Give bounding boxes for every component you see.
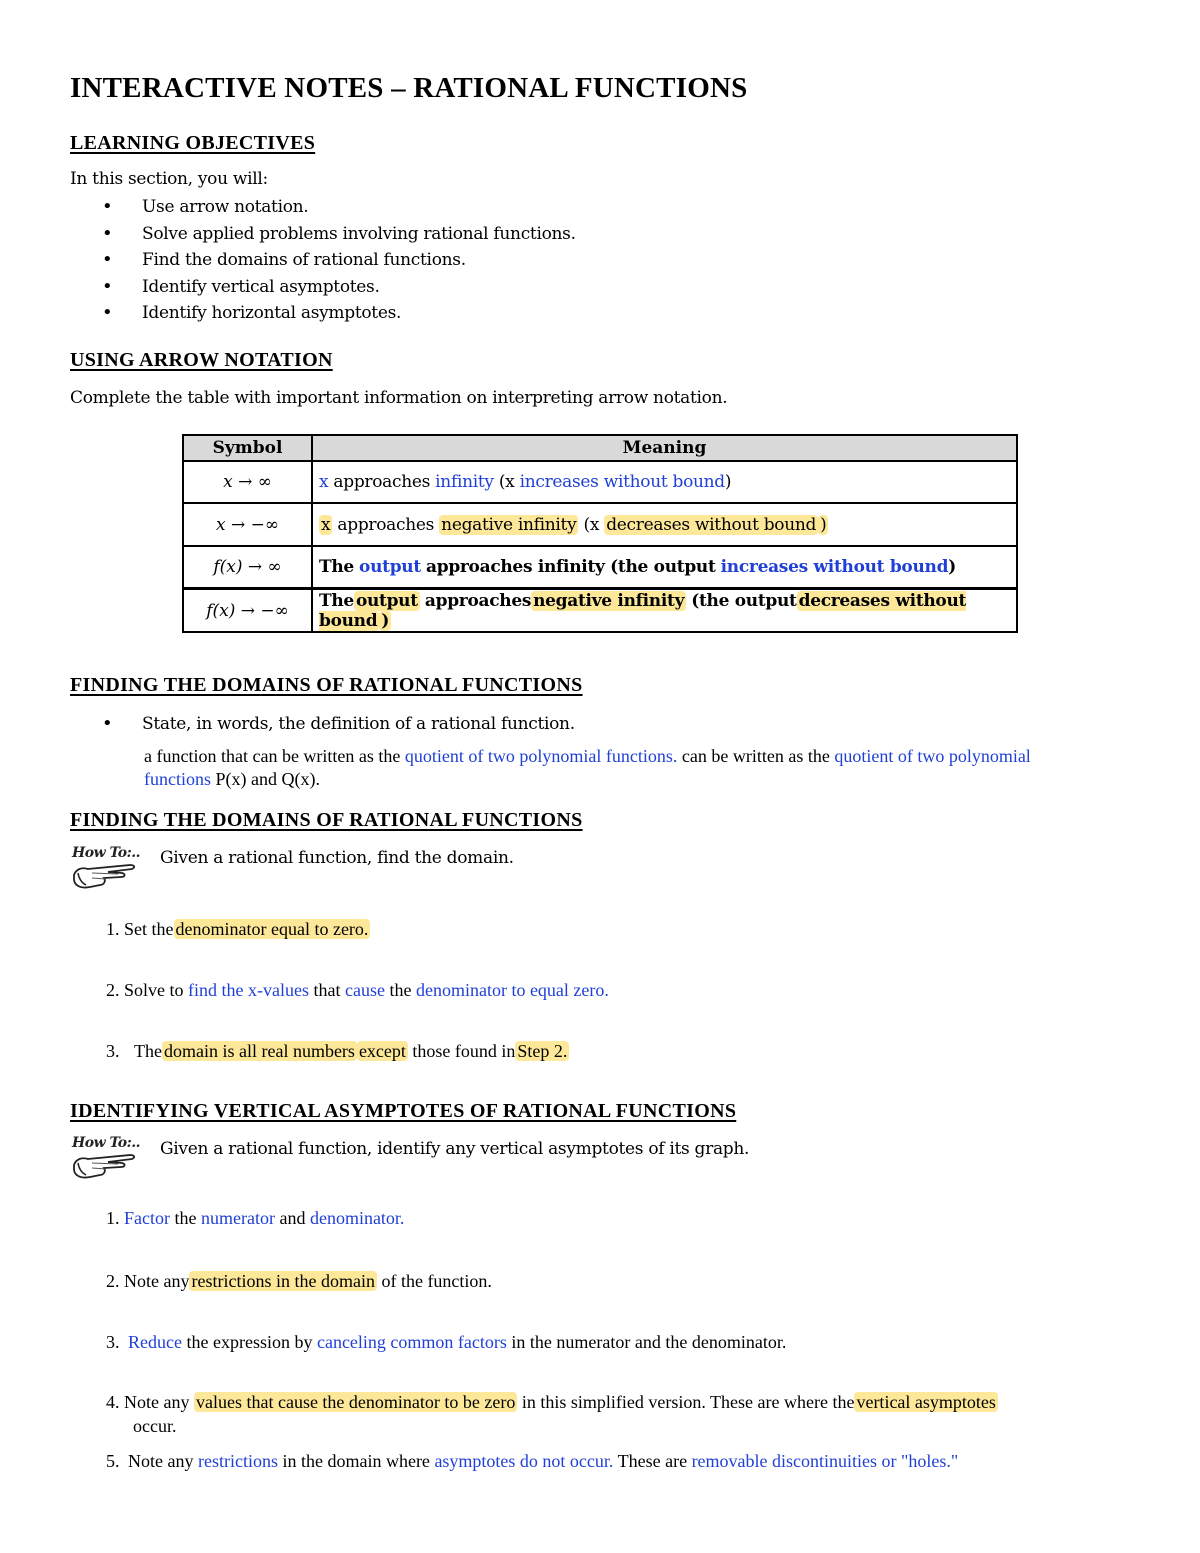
step-part: These are <box>617 1451 688 1471</box>
symbol-cell: x → ∞ <box>183 461 312 503</box>
domains-heading: FINDING THE DOMAINS OF RATIONAL FUNCTIONS <box>70 674 583 696</box>
meaning-part: x <box>321 514 331 535</box>
list-item: • Identify vertical asymptotes. <box>100 274 576 301</box>
col-symbol-header: Symbol <box>183 435 312 461</box>
step-part: find the x-values <box>188 980 309 1000</box>
learning-objectives-heading: LEARNING OBJECTIVES <box>70 132 316 154</box>
step-part: denominator equal to zero. <box>175 919 369 939</box>
arrow-intro: Complete the table with important information on interpreting arrow notation. <box>70 388 728 408</box>
step-part: domain is all real numbers <box>163 1041 355 1061</box>
va-step-1 <box>106 1208 404 1229</box>
step-part: the expression by <box>186 1332 313 1352</box>
domain-step-3 <box>106 1041 569 1062</box>
step-number: 4. <box>106 1392 120 1412</box>
step-number: 2. <box>106 1271 120 1291</box>
domain-step-1 <box>106 919 370 940</box>
answer-part: can be written as the <box>681 746 830 766</box>
table-row <box>183 546 1017 589</box>
step-part: in this simplified version. These are where the <box>521 1392 855 1412</box>
bullet-icon: • <box>102 713 113 734</box>
answer-part: quotient of two polynomial functions. <box>404 746 678 766</box>
howto-label: How To:.. <box>72 1135 141 1151</box>
step-part: of the function. <box>381 1271 492 1291</box>
symbol-cell: x → −∞ <box>183 503 312 546</box>
meaning-part: negative infinity <box>441 514 577 535</box>
step-part: Reduce <box>128 1332 182 1352</box>
arrow-notation-table <box>182 434 1018 633</box>
step-part: except <box>358 1041 406 1061</box>
step-part: Note any <box>124 1392 190 1412</box>
step-number: 1. <box>106 1208 120 1228</box>
meaning-part: approaches infinity (the output <box>426 557 716 577</box>
meaning-part: infinity <box>435 472 494 492</box>
va-step-2 <box>106 1271 492 1292</box>
meaning-part: ) <box>820 514 827 535</box>
answer-part: quotient of two polynomial <box>834 746 1031 766</box>
meaning-part: decreases without bound <box>319 590 967 631</box>
step-part: in the domain where <box>282 1451 430 1471</box>
domain-step-2 <box>106 980 609 1001</box>
meaning-cell <box>312 589 1017 633</box>
step-part: cause <box>344 980 385 1000</box>
meaning-part: (x <box>583 514 600 535</box>
step-part: restrictions <box>197 1451 278 1471</box>
meaning-cell <box>312 546 1017 589</box>
answer-part: functions <box>144 769 211 789</box>
step-part: and <box>279 1208 306 1228</box>
page-title: INTERACTIVE NOTES – RATIONAL FUNCTIONS <box>70 72 748 104</box>
step-part: Note any <box>128 1451 194 1471</box>
list-item: • Find the domains of rational functions. <box>100 247 576 274</box>
meaning-part: approaches <box>333 472 431 492</box>
va-step-4 <box>106 1392 998 1413</box>
meaning-part: output <box>355 590 418 611</box>
meaning-part: decreases without bound <box>606 514 817 535</box>
step-part: Factor <box>124 1208 170 1228</box>
meaning-part: (the output <box>691 590 797 611</box>
learning-intro: In this section, you will: <box>70 169 268 189</box>
step-part: Note any <box>124 1271 190 1291</box>
step-part: Set the <box>124 919 174 939</box>
howto-label: How To:.. <box>72 845 141 861</box>
table-row <box>183 503 1017 546</box>
howto-va-prompt: Given a rational function, identify any vertical asymptotes of its graph. <box>160 1139 750 1159</box>
col-meaning-header: Meaning <box>312 435 1017 461</box>
meaning-cell <box>312 503 1017 546</box>
list-item: • Identify horizontal asymptotes. <box>100 300 576 327</box>
step-number: 3. <box>106 1332 120 1352</box>
definition-prompt: State, in words, the definition of a rational function. <box>142 714 575 734</box>
step-part: Solve to <box>124 980 184 1000</box>
arrow-notation-heading: USING ARROW NOTATION <box>70 349 333 371</box>
meaning-part: output <box>359 557 421 577</box>
step-part: the <box>389 980 412 1000</box>
step-part: vertical asymptotes <box>856 1392 996 1412</box>
answer-part: P(x) and Q(x). <box>215 769 320 789</box>
meaning-part: ) <box>724 472 732 492</box>
objectives-list <box>100 194 576 327</box>
pointing-hand-icon <box>70 1135 148 1185</box>
step-part: numerator <box>200 1208 275 1228</box>
table-row <box>183 589 1017 633</box>
meaning-part: increases without bound <box>720 557 949 577</box>
answer-part: a function that can be written as the <box>144 746 401 766</box>
step-part: removable discontinuities or "holes." <box>691 1451 959 1471</box>
step-part: the <box>174 1208 197 1228</box>
pointing-hand-icon <box>70 845 148 895</box>
step-number: 1. <box>106 919 120 939</box>
step-part: those found in <box>412 1041 516 1061</box>
meaning-cell <box>312 461 1017 503</box>
step-part: The <box>134 1041 162 1061</box>
step-number: 5. <box>106 1451 120 1471</box>
meaning-part: negative infinity <box>533 590 685 611</box>
hand-icon <box>70 1135 148 1185</box>
vertical-asymptotes-heading: IDENTIFYING VERTICAL ASYMPTOTES OF RATIONAL FUNCTIONS <box>70 1100 737 1122</box>
step-part: values that cause the denominator to be zero <box>195 1392 516 1412</box>
step-part: that <box>313 980 341 1000</box>
step-part: in the numerator and the denominator. <box>511 1332 787 1352</box>
meaning-part: x <box>319 472 329 492</box>
step-part: Step 2. <box>517 1041 568 1061</box>
definition-answer-line2 <box>144 769 320 790</box>
step-part: restrictions in the domain <box>191 1271 375 1291</box>
step-part: denominator. <box>309 1208 405 1228</box>
step-number: 3. <box>106 1041 120 1061</box>
meaning-part: approaches <box>424 590 532 611</box>
symbol-cell: f(x) → −∞ <box>183 589 312 633</box>
howto-domain-prompt: Given a rational function, find the domain. <box>160 848 514 868</box>
meaning-part: (x <box>498 472 515 492</box>
table-row <box>183 461 1017 503</box>
howto-domain-heading: FINDING THE DOMAINS OF RATIONAL FUNCTIONS <box>70 809 583 831</box>
meaning-part: increases without bound <box>519 472 725 492</box>
step-part: canceling common factors <box>316 1332 507 1352</box>
meaning-part: ) <box>948 557 956 577</box>
symbol-cell: f(x) → ∞ <box>183 546 312 589</box>
step-number: 2. <box>106 980 120 1000</box>
list-item: • Use arrow notation. <box>100 194 576 221</box>
va-step-5 <box>106 1451 958 1472</box>
meaning-part: The <box>319 557 354 577</box>
definition-answer-line1 <box>144 746 1031 767</box>
step-part: asymptotes do not occur. <box>434 1451 614 1471</box>
meaning-part: The <box>319 590 354 611</box>
va-step-4-continued: occur. <box>133 1416 177 1436</box>
list-item: • Solve applied problems involving rational functions. <box>100 221 576 248</box>
step-part: denominator to equal zero. <box>415 980 609 1000</box>
va-step-3 <box>106 1332 786 1353</box>
meaning-part: approaches <box>337 514 435 535</box>
meaning-part: ) <box>381 610 390 631</box>
hand-icon <box>70 845 148 895</box>
